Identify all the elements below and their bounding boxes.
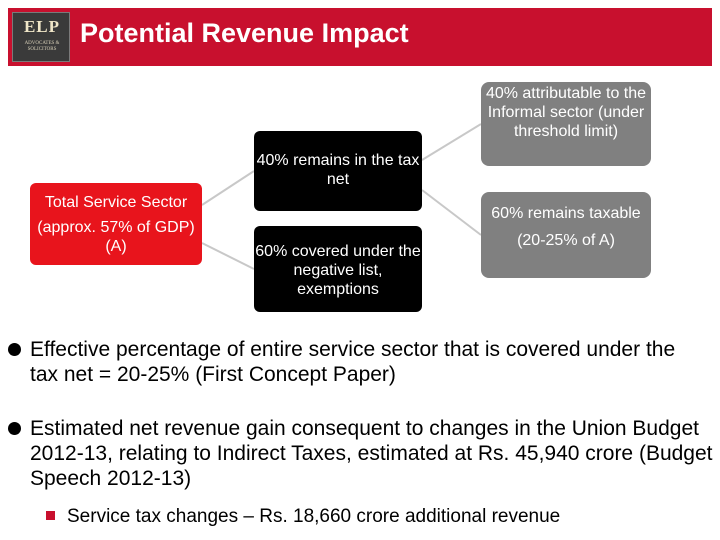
connector-root-to-mid-bottom	[202, 243, 254, 269]
logo-subtext: ADVOCATES & SOLICITORS	[24, 41, 60, 52]
sub-bullet-text: Service tax changes – Rs. 18,660 crore additional revenue	[67, 506, 561, 527]
total-service-sector-box	[30, 183, 202, 265]
sub-bullet-service-tax	[46, 506, 560, 528]
bullet-text: Effective percentage of entire service sector that is covered under the tax net = 20-25% (First Concept Paper)	[30, 338, 676, 386]
root-line1: Total Service Sector	[44, 194, 188, 211]
taxable-line2: (20-25% of A)	[517, 232, 615, 249]
square-bullet-icon	[46, 511, 55, 520]
connector-root-to-mid-top	[202, 171, 254, 205]
tax-net-text: 40% remains in the tax net	[256, 152, 420, 188]
informal-sector-box	[481, 82, 651, 166]
negative-list-box	[254, 226, 422, 312]
bullet-dot	[8, 343, 21, 356]
bullet-text: Estimated net revenue gain consequent to changes in the Union Budget 2012-13, relating to Indirect Taxes, estimated at Rs. 45,940 crore (Budget Speech 2012-13)	[30, 417, 713, 490]
bullet-effective-percentage	[8, 337, 698, 387]
slide-title: Potential Revenue Impact	[80, 18, 409, 48]
informal-sector-text: 40% attributable to the Informal sector (under threshold limit)	[485, 85, 647, 140]
connector-mid-to-right-top	[422, 124, 481, 160]
root-line2: (approx. 57% of GDP) (A)	[37, 219, 195, 255]
taxable-box	[481, 192, 651, 278]
logo-text: ELP	[23, 17, 61, 36]
negative-list-text: 60% covered under the negative list, exemptions	[255, 243, 421, 298]
bullet-revenue-gain	[8, 416, 716, 491]
tax-net-box	[254, 131, 422, 211]
bullet-dot	[8, 422, 21, 435]
connector-mid-to-right-bottom	[422, 190, 481, 235]
taxable-line1: 60% remains taxable	[491, 205, 641, 222]
